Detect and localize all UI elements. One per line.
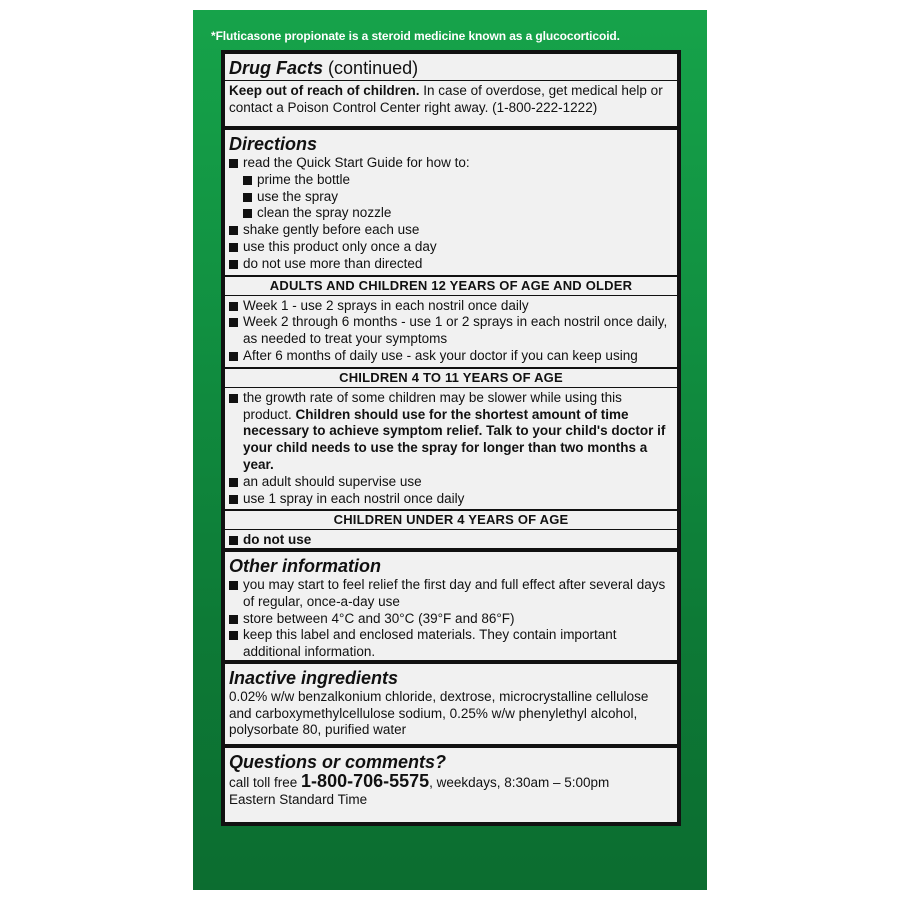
footnote: *Fluticasone propionate is a steroid medicine known as a glucocorticoid.: [211, 29, 620, 43]
list-item: [229, 491, 673, 508]
item-text: use the spray: [257, 188, 339, 204]
item-text: store between 4°C and 30°C (39°F and 86°F): [243, 610, 515, 626]
list-item: [229, 256, 673, 273]
inactive-ingredients-section: [225, 664, 677, 744]
directions-section: [225, 130, 677, 548]
list-item: [229, 239, 673, 256]
list-item: [229, 205, 673, 222]
item-text: read the Quick Start Guide for how to:: [243, 155, 470, 170]
list-item: [229, 627, 673, 661]
questions-section: [225, 748, 677, 822]
questions-line: [229, 773, 673, 792]
bullet-icon: [229, 478, 238, 487]
bullet-icon: [229, 243, 238, 252]
list-item: [229, 155, 673, 172]
item-text: do not use: [243, 532, 312, 548]
list-item: [229, 577, 673, 611]
bullet-icon: [229, 631, 238, 640]
bullet-icon: [229, 394, 238, 403]
inactive-ingredients-text: 0.02% w/w benzalkonium chloride, dextrose, microcrystalline cellulose and carboxymethylcellulose sodium, 0.25% w/w phenylethyl alcohol, polysorbate 80, purified water: [229, 689, 649, 737]
list-item: [229, 390, 673, 474]
keep-out-text: In case of overdose, get medical help or contact a Poison Control Center right away. (1-800-222-1222): [229, 83, 663, 115]
item-text: prime the bottle: [257, 171, 351, 187]
bullet-icon: [229, 615, 238, 624]
item-text: After 6 months of daily use - ask your doctor if you can keep using: [243, 347, 638, 363]
children-4-11-heading: CHILDREN 4 TO 11 YEARS OF AGE: [225, 367, 677, 388]
drug-facts-title: [229, 57, 673, 79]
directions-title: Directions: [229, 134, 318, 154]
bullet-icon: [229, 581, 238, 590]
bullet-icon: [243, 193, 252, 202]
item-text: use this product only once a day: [243, 238, 437, 254]
item-text: keep this label and enclosed materials. They contain important additional information.: [243, 627, 617, 660]
bullet-icon: [229, 159, 238, 168]
time-zone: Eastern Standard Time: [229, 791, 368, 807]
list-item: [229, 314, 673, 348]
item-text: Week 1 - use 2 sprays in each nostril once daily: [243, 297, 529, 313]
bullet-icon: [229, 352, 238, 361]
keep-out-paragraph: [229, 83, 673, 116]
children-under-4-heading: CHILDREN UNDER 4 YEARS OF AGE: [225, 509, 677, 530]
list-item: [229, 172, 673, 189]
bullet-icon: [229, 302, 238, 311]
drug-facts-header: [225, 54, 677, 126]
bullet-icon: [243, 209, 252, 218]
call-prefix: call toll free: [229, 775, 298, 790]
item-text: clean the spray nozzle: [257, 205, 392, 221]
list-item: [229, 189, 673, 206]
item-text: use 1 spray in each nostril once daily: [243, 490, 465, 506]
bullet-icon: [229, 495, 238, 504]
other-information-title: Other information: [229, 556, 381, 576]
list-item: [229, 611, 673, 628]
bullet-icon: [229, 536, 238, 545]
list-item: [229, 474, 673, 491]
list-item: [229, 298, 673, 315]
phone-number: 1-800-706-5575: [301, 771, 430, 791]
adults-heading: ADULTS AND CHILDREN 12 YEARS OF AGE AND OLDER: [225, 275, 677, 296]
questions-title: Questions or comments?: [229, 752, 447, 772]
bullet-icon: [229, 226, 238, 235]
item-text: Week 2 through 6 months - use 1 or 2 sprays in each nostril once daily, as needed to treat your symptoms: [243, 314, 668, 347]
divider: [225, 80, 677, 81]
list-item: [229, 532, 673, 549]
title-suffix: (continued): [328, 58, 419, 78]
package-panel: [193, 10, 707, 890]
item-text: do not use more than directed: [243, 255, 423, 271]
growth-text: the growth rate of some children may be slower while using this product.: [243, 389, 622, 422]
other-information-section: [225, 552, 677, 660]
growth-paragraph: [243, 390, 673, 474]
call-hours: , weekdays, 8:30am – 5:00pm: [429, 775, 610, 790]
bullet-icon: [229, 260, 238, 269]
keep-out-bold: Keep out of reach of children.: [229, 83, 420, 98]
list-item: [229, 348, 673, 365]
drug-facts-frame: [221, 50, 681, 826]
item-text: you may start to feel relief the first day and full effect after several days of regular, once-a-day use: [243, 577, 666, 609]
list-item: [229, 222, 673, 239]
growth-warning: Children should use for the shortest amount of time necessary to achieve symptom relief. Talk to your child's doctor if your child needs to use the spray for longer than two months a year.: [243, 406, 666, 472]
item-text: an adult should supervise use: [243, 473, 422, 489]
inactive-ingredients-title: Inactive ingredients: [229, 668, 399, 688]
item-text: shake gently before each use: [243, 222, 420, 238]
title-text: Drug Facts: [229, 58, 324, 78]
bullet-icon: [229, 318, 238, 327]
bullet-icon: [243, 176, 252, 185]
